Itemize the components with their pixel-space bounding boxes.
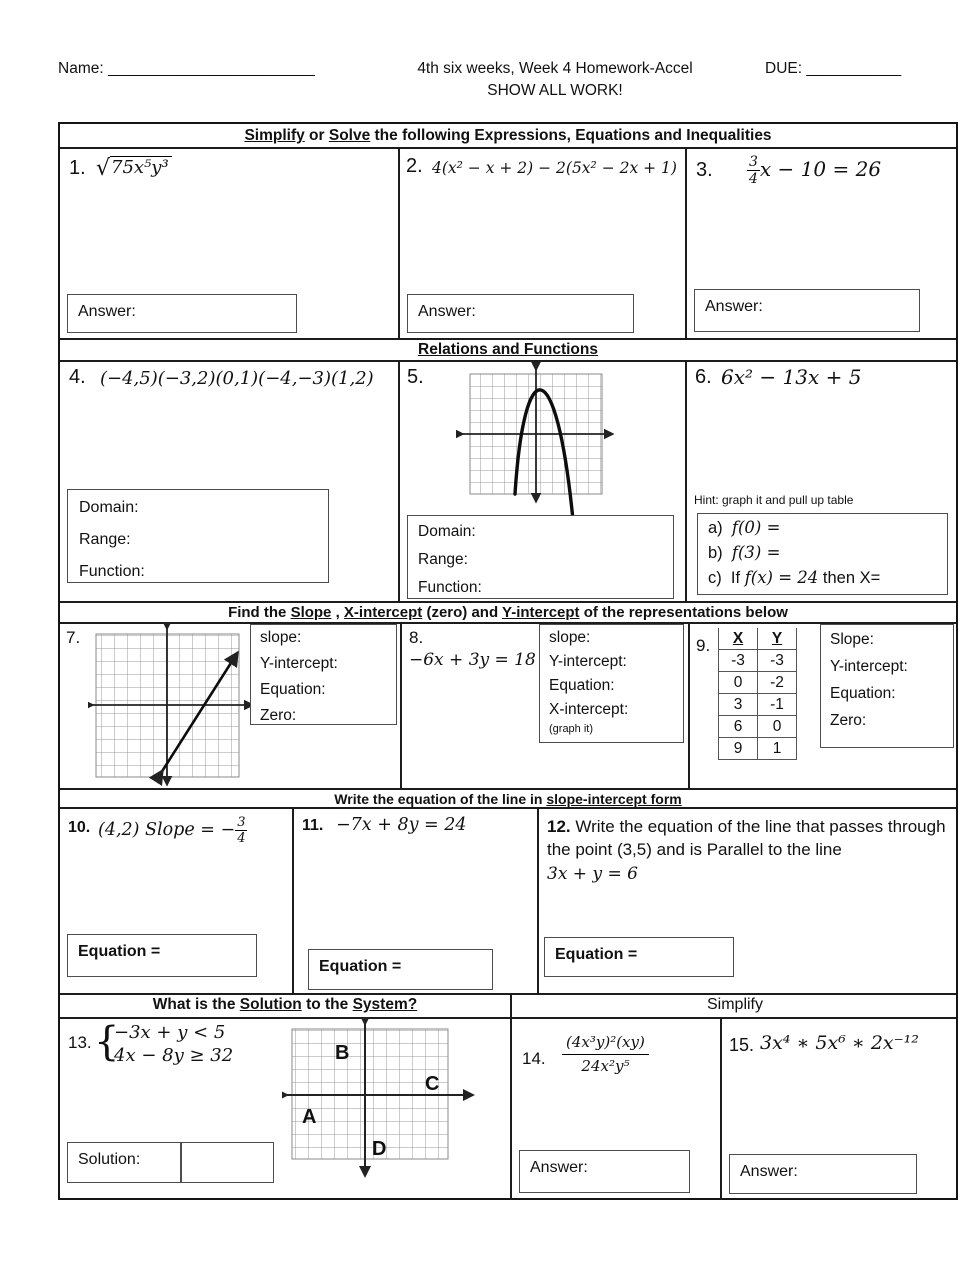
problem-12-equation-box (544, 937, 734, 977)
problem-2-cell (398, 149, 685, 338)
region-label-d: D (372, 1138, 387, 1160)
part-a: a) f(0) = (708, 518, 781, 537)
problem-6-number: 6. (695, 366, 712, 388)
section3-header-slope: Slope (290, 604, 332, 621)
equation-label: Equation = (78, 943, 161, 960)
section5-right-header: Simplify (706, 996, 763, 1013)
section4-header: Write the equation of the line in slope-intercept form (334, 791, 682, 807)
section3-header: Find the Slope , X-intercept (zero) and Y-intercept of the representations below (228, 604, 788, 621)
problem-4-cell (60, 360, 398, 601)
problem-10-number: 10. (68, 819, 91, 836)
problem-15-number: 15. (729, 1035, 755, 1055)
problem-14-answer-box (519, 1150, 690, 1193)
problem-1-answer-box (67, 294, 297, 333)
system-equations (114, 1021, 233, 1068)
answer-label: Answer: (530, 1159, 588, 1176)
function-label: Function: (79, 563, 145, 580)
problem-6-hint: Hint: graph it and pull up table (694, 493, 854, 507)
problem-14-cell (510, 1017, 720, 1202)
problem-5-cell (398, 360, 685, 601)
problem-3-number: 3. (696, 159, 713, 181)
solution-word: Solution (239, 996, 302, 1013)
section4-header-slope-intercept: slope-intercept form (546, 791, 682, 807)
problem-2-number: 2. (406, 155, 423, 177)
system-line-2: 4x − 8y ≥ 32 (114, 1045, 234, 1067)
due-field-label: DUE: ___________ (765, 60, 902, 77)
problem-6-cell (685, 360, 960, 601)
problem-5-response-box (407, 515, 674, 599)
problem-1-expression: √75x⁵y³ (96, 156, 172, 181)
problem-8-cell (400, 622, 688, 788)
problem-12-number: 12. (547, 817, 571, 836)
system-graph (282, 1017, 477, 1179)
problem-9-response-box (820, 624, 954, 748)
y-header: Y (758, 628, 797, 650)
worksheet-table (58, 122, 958, 1200)
y-intercept-label: Y-intercept: (260, 655, 338, 672)
system-brace: { (94, 1019, 120, 1065)
problem-15-cell (720, 1017, 960, 1202)
problem-9-cell (688, 622, 960, 788)
problem-6-expression: 6x² − 13x + 5 (721, 365, 862, 389)
sqrt-sign: √ (96, 156, 111, 181)
section1-header-rest: the following Expressions, Equations and Inequalities (370, 127, 772, 144)
table-row: -3 -3 (719, 650, 797, 672)
system-word: System? (352, 996, 418, 1013)
problem-14-number: 14. (522, 1049, 546, 1068)
slope-label: slope: (260, 629, 302, 646)
problem-1-cell (60, 149, 398, 338)
problem-1-number: 1. (69, 157, 86, 179)
page-title: 4th six weeks, Week 4 Homework-Accel (417, 60, 693, 77)
problem-5-number: 5. (407, 366, 424, 388)
table-row: 3 -1 (719, 694, 797, 716)
table-row: 9 1 (719, 738, 797, 760)
problem-2-expression: 4(x² − x + 2) − 2(5x² − 2x + 1) (432, 159, 677, 177)
section3-header-xint: X-intercept (343, 604, 423, 621)
slope-label: slope: (549, 629, 591, 646)
name-field-label: Name: ________________________ (58, 60, 315, 77)
problem-7-cell (60, 622, 400, 788)
problem-13-solution-box (67, 1142, 274, 1183)
problem-4-response-box (67, 489, 329, 583)
answer-label: Answer: (418, 303, 476, 320)
answer-label: Answer: (705, 298, 763, 315)
zero-label: Zero: (830, 712, 867, 729)
part-c: c) If f(x) = 24 then X= (708, 568, 881, 587)
xy-table (718, 628, 797, 760)
problem-7-number: 7. (66, 628, 81, 647)
equation-label: Equation = (319, 958, 402, 975)
problem-2-answer-box (407, 294, 634, 333)
section1-header-solve: Solve (328, 127, 371, 144)
problem-4-expression: (−4,5)(−3,2)(0,1)(−4,−3)(1,2) (100, 368, 374, 389)
problem-10-expression: (4,2) Slope = − $\frac{3}{4}$ (98, 815, 246, 846)
problem-8-response-box (539, 624, 684, 743)
problem-13-number: 13. (68, 1033, 92, 1052)
x-header: X (719, 628, 758, 650)
problem-11-equation-box (308, 949, 493, 990)
problem-12-cell (537, 807, 960, 993)
problem-11-number: 11. (302, 817, 324, 834)
problem-12-expression: 3x + y = 6 (547, 863, 638, 884)
problem-3-cell (685, 149, 960, 338)
y-intercept-label: Y-intercept: (549, 653, 627, 670)
part-b: b) f(3) = (708, 543, 781, 562)
problem-4-number: 4. (69, 366, 86, 388)
region-label-a: A (302, 1106, 317, 1128)
domain-label: Domain: (79, 499, 139, 516)
table-row: 6 0 (719, 716, 797, 738)
problem-3-expression: $\frac{3}{4}$ x − 10 = 26 (749, 154, 882, 187)
region-label-c: C (425, 1073, 440, 1095)
problem-3-answer-box (694, 289, 920, 332)
problem-13-cell (60, 1017, 510, 1202)
problem-6-response-box (697, 513, 948, 595)
line-graph (88, 622, 258, 788)
problem-15-expression: 3x⁴ ∗ 5x⁶ ∗ 2x⁻¹² (760, 1032, 919, 1054)
problem-10-cell (60, 807, 292, 993)
section1-header-or: or (304, 127, 329, 144)
function-label: Function: (418, 579, 482, 596)
problem-7-response-box (250, 624, 397, 725)
answer-label: Answer: (78, 303, 136, 320)
page-subtitle: SHOW ALL WORK! (487, 82, 623, 99)
problem-8-expression: −6x + 3y = 18 (409, 650, 536, 670)
system-line-1: −3x + y < 5 (114, 1022, 226, 1043)
range-label: Range: (418, 551, 468, 568)
equation-label: Equation: (830, 685, 896, 702)
domain-label: Domain: (418, 523, 476, 540)
problem-12-text: 12. Write the equation of the line that passes through the point (3,5) and is Parallel to the line 3x + y = 6 (547, 817, 946, 884)
x-intercept-label: X-intercept: (549, 701, 629, 718)
graph-it-note: (graph it) (549, 723, 594, 735)
table-row: 0 -2 (719, 672, 797, 694)
region-label-b: B (335, 1042, 350, 1064)
problem-11-cell (292, 807, 537, 993)
section2-header: Relations and Functions (418, 341, 598, 358)
section5-left-header: What is the Solution to the System? (152, 996, 418, 1013)
answer-label: Answer: (740, 1163, 798, 1180)
section1-header-simplify: Simplify (244, 127, 305, 144)
section1-header (60, 124, 956, 145)
section3-header-yint: Y-intercept (502, 604, 580, 621)
problem-10-equation-box (67, 934, 257, 977)
parabola-graph (456, 362, 616, 524)
equation-label: Equation: (549, 677, 615, 694)
slope-label: Slope: (830, 631, 874, 648)
problem-8-number: 8. (409, 628, 424, 647)
problem-14-expression (562, 1033, 649, 1076)
fraction-denominator: 24x²y⁵ (581, 1056, 630, 1075)
problem-9-number: 9. (696, 636, 711, 655)
problem-15-answer-box (729, 1154, 917, 1194)
problem-11-expression: −7x + 8y = 24 (336, 815, 467, 835)
equation-label: Equation: (260, 681, 326, 698)
range-label: Range: (79, 531, 131, 548)
divider (180, 1143, 182, 1182)
solution-label: Solution: (78, 1151, 141, 1168)
zero-label: Zero: (260, 707, 297, 724)
fraction-numerator: (4x³y)²(xy) (562, 1033, 649, 1055)
y-intercept-label: Y-intercept: (830, 658, 908, 675)
equation-label: Equation = (555, 946, 638, 963)
